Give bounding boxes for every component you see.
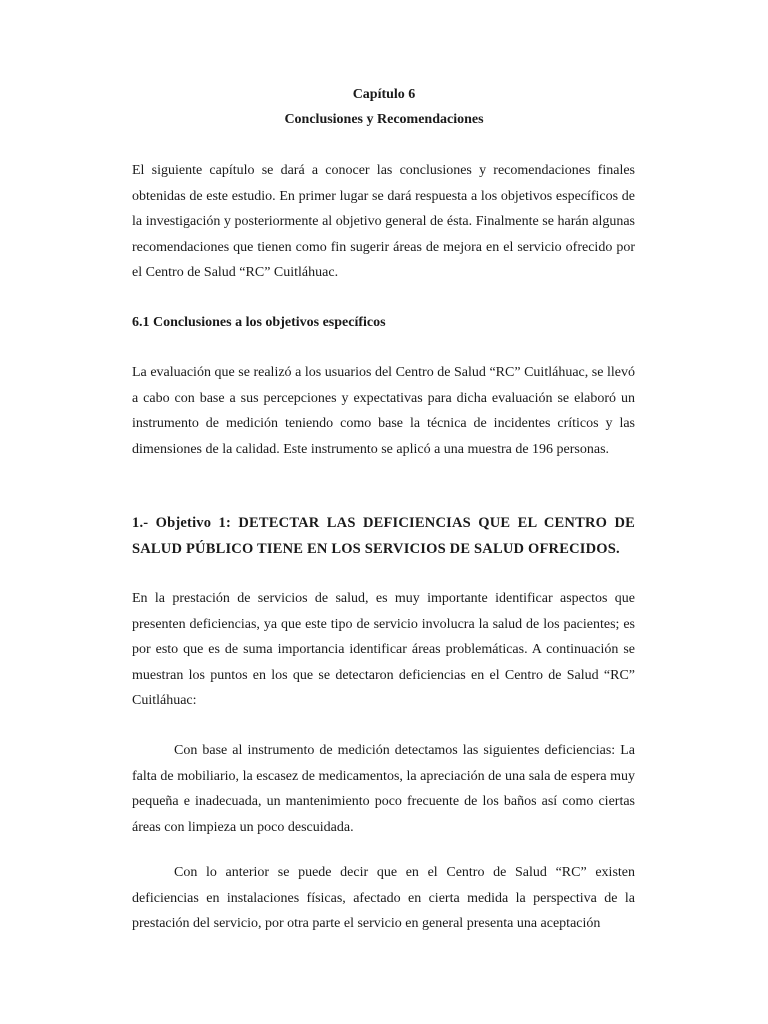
evaluation-paragraph: La evaluación que se realizó a los usuarios del Centro de Salud “RC” Cuitláhuac, se llevó a cabo con base a sus percepciones y expectativas para dicha evaluación se elaboró un instrumento de medición teniendo como base la técnica de incidentes críticos y las dimensiones de la calidad. Este instrumento se aplicó a una muestra de 196 personas. xyxy=(132,365,635,457)
intro-paragraph: El siguiente capítulo se dará a conocer las conclusiones y recomendaciones finales obtenidas de este estudio. En primer lugar se dará respuesta a los objetivos específicos de la investigación y posteriormente al objetivo general de ésta. Finalmente se harán algunas recomendaciones que tienen como fin sugerir áreas de mejora en el servicio ofrecido por el Centro de Salud “RC” Cuitláhuac. xyxy=(132,163,635,280)
services-paragraph: En la prestación de servicios de salud, es muy importante identificar aspectos que presenten deficiencias, ya que este tipo de servicio involucra la salud de los pacientes; es por esto que es de suma importancia identificar áreas problemáticas. A continuación se muestran los puntos en los que se detectaron deficiencias en el Centro de Salud “RC” Cuitláhuac: xyxy=(132,591,635,708)
conclusion-paragraph: Con lo anterior se puede decir que en el Centro de Salud “RC” existen deficiencias en instalaciones físicas, afectado en cierta medida la perspectiva de la prestación del servicio, por otra parte el servicio en general presenta una aceptación xyxy=(132,865,635,931)
section-heading: 6.1 Conclusiones a los objetivos específicos xyxy=(132,315,386,330)
objective-heading: 1.- Objetivo 1: DETECTAR LAS DEFICIENCIAS QUE EL CENTRO DE SALUD PÚBLICO TIENE EN LOS SERVICIOS DE SALUD OFRECIDOS. xyxy=(132,515,635,557)
chapter-title: Capítulo 6 xyxy=(352,87,416,102)
deficiencies-paragraph: Con base al instrumento de medición detectamos las siguientes deficiencias: La falta de mobiliario, la escasez de medicamentos, la apreciación de una sala de espera muy pequeña e inadecuada, un mantenimiento poco frecuente de los baños así como ciertas áreas con limpieza un poco descuidada. xyxy=(132,743,635,835)
chapter-subtitle: Conclusiones y Recomendaciones xyxy=(284,112,484,127)
